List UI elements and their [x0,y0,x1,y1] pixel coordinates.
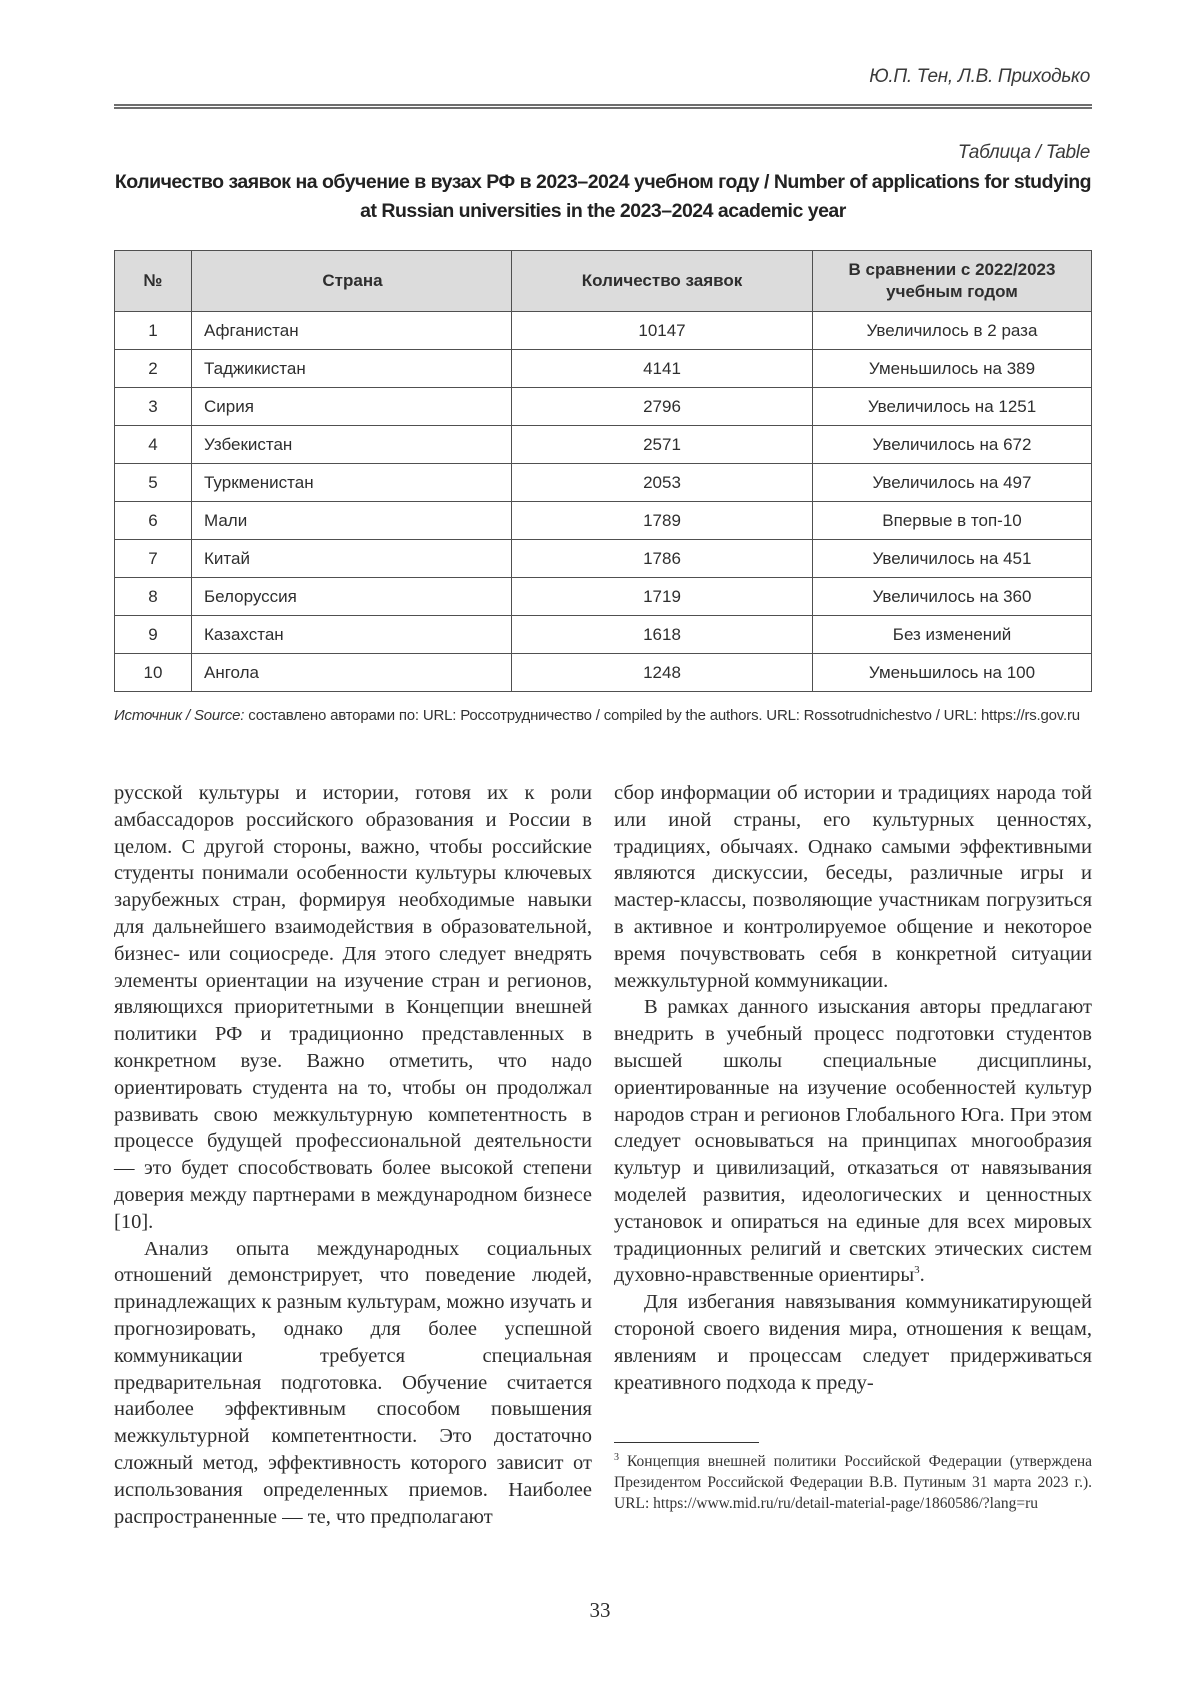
cell-change: Впервые в топ-10 [813,502,1092,540]
table-title: Количество заявок на обучение в вузах РФ в 2023–2024 учебном году / Number of applications for studying at Russian universities in the 2023–2024 academic year [114,171,1092,222]
cell-number: 1 [115,312,192,350]
cell-country: Узбекистан [192,426,512,464]
cell-count: 2796 [512,388,813,426]
cell-count: 1789 [512,502,813,540]
table-header-row [115,251,1092,312]
cell-count: 1618 [512,616,813,654]
source-label: Источник / Source: [114,707,245,724]
table-label: Таблица / Table [957,142,1090,163]
table-row [115,350,1092,388]
cell-country: Казахстан [192,616,512,654]
cell-number: 10 [115,654,192,692]
cell-count: 10147 [512,312,813,350]
footnote [614,1451,1092,1514]
cell-number: 7 [115,540,192,578]
cell-country: Сирия [192,388,512,426]
cell-number: 5 [115,464,192,502]
footnote-text: Концепция внешней политики Российской Федерации (утверждена Президентом Российской Федерации В.В. Путиным 31 марта 2023 г.). URL: https://www.mid.ru/ru/detail-material-page/1860586/?lang=ru [614,1453,1092,1512]
table-row [115,502,1092,540]
cell-change: Увеличилось на 360 [813,578,1092,616]
cell-count: 1786 [512,540,813,578]
cell-country: Белоруссия [192,578,512,616]
table-row [115,578,1092,616]
cell-number: 3 [115,388,192,426]
table-row [115,616,1092,654]
cell-count: 1719 [512,578,813,616]
table-row [115,540,1092,578]
page-number: 33 [589,1598,611,1622]
cell-country: Туркменистан [192,464,512,502]
cell-change: Уменьшилось на 100 [813,654,1092,692]
cell-change: Увеличилось на 451 [813,540,1092,578]
column-header-change: В сравнении с 2022/2023 учебным годом [813,251,1092,312]
table-row [115,388,1092,426]
table-row [115,464,1092,502]
paragraph: русской культуры и истории, готовя их к роли амбассадоров российского образования и России в целом. С другой стороны, важно, чтобы российские студенты понимали особенности культуры ключевых зарубежных стран, формируя необходимые навыки для дальнейшего взаимодействия в образовательной, бизнес- или социосреде. Для этого следует внедрять элементы ориентации на изучение стран и регионов, являющихся приоритетными в Концепции внешней политики РФ и традиционно представленных в конкретном вузе. Важно отметить, что надо ориентировать студента на то, чтобы он продолжал развивать свою межкультурную компетентность в процессе будущей профессиональной деятельности — это будет способствовать более высокой степени доверия между партнерами в международном бизнесе [10]. [114,782,592,1233]
cell-count: 2053 [512,464,813,502]
header-double-rule [114,104,1092,109]
cell-number: 6 [115,502,192,540]
paragraph: Для избегания навязывания коммуникатирующей стороной своего видения мира, отношения к вещам, явлениям и процессам следует придерживаться креативного подхода к преду- [614,1291,1092,1394]
cell-change: Увеличилось на 1251 [813,388,1092,426]
running-head-authors: Ю.П. Тен, Л.В. Приходько [869,66,1090,87]
table-row [115,426,1092,464]
paragraph-end-punct: . [919,1264,925,1287]
table-row [115,654,1092,692]
cell-change: Увеличилось на 672 [813,426,1092,464]
paragraph: Анализ опыта международных социальных отношений демонстрирует, что поведение людей, принадлежащих к разным культурам, можно изучать и прогнозировать, однако для более успешной коммуникации требуется специальная предварительная подготовка. Обучение считается наиболее эффективным способом повышения межкультурной компетентности. Это достаточно сложный метод, эффективность которого зависит от использования определенных приемов. Наиболее распространенные — те, что предполагают [114,1237,592,1528]
cell-country: Мали [192,502,512,540]
cell-change: Без изменений [813,616,1092,654]
cell-count: 1248 [512,654,813,692]
cell-change: Уменьшилось на 389 [813,350,1092,388]
applications-table [114,250,1092,692]
cell-count: 4141 [512,350,813,388]
table-row [115,312,1092,350]
cell-number: 8 [115,578,192,616]
footnote-reference[interactable]: 3 [914,1264,920,1277]
paragraph-text: В рамках данного изыскания авторы предлагают внедрить в учебный процесс подготовки студентов высшей школы специальные дисциплины, ориентированные на изучение особенностей культур народов стран и регионов Глобального Юга. При этом следует основываться на принципах многообразия культур и цивилизаций, отказаться от навязывания моделей развития, идеологических и ценностных установок и опираться на единые для всех мировых традиционных религий и светских этических систем духовно-нравственные ориентиры [614,996,1092,1287]
column-header-country: Страна [192,251,512,312]
body-column-left [114,780,592,1530]
cell-change: Увеличилось в 2 раза [813,312,1092,350]
cell-country: Афганистан [192,312,512,350]
cell-number: 2 [115,350,192,388]
source-text: составлено авторами по: URL: Россотрудничество / compiled by the authors. URL: Rossotrudnichestvo / URL: https://rs.gov.ru [244,707,1080,724]
footnote-separator [614,1442,759,1443]
cell-country: Таджикистан [192,350,512,388]
paragraph [614,994,1092,1289]
column-header-number: № [115,251,192,312]
body-column-right [614,780,1092,1396]
column-header-count: Количество заявок [512,251,813,312]
cell-number: 4 [115,426,192,464]
paragraph: сбор информации об истории и традициях народа той или иной страны, его культурных ценностях, традициях, обычаях. Однако самыми эффективными являются дискуссии, беседы, различные игры и мастер-классы, позволяющие участникам погрузиться в активное и контролируемое общение и некоторое время почувствовать себя в конкретной ситуации межкультурной коммуникации. [614,782,1092,992]
cell-country: Ангола [192,654,512,692]
cell-country: Китай [192,540,512,578]
cell-change: Увеличилось на 497 [813,464,1092,502]
footnote-marker: 3 [614,1451,619,1463]
cell-count: 2571 [512,426,813,464]
cell-number: 9 [115,616,192,654]
table-source-note [114,705,1092,727]
